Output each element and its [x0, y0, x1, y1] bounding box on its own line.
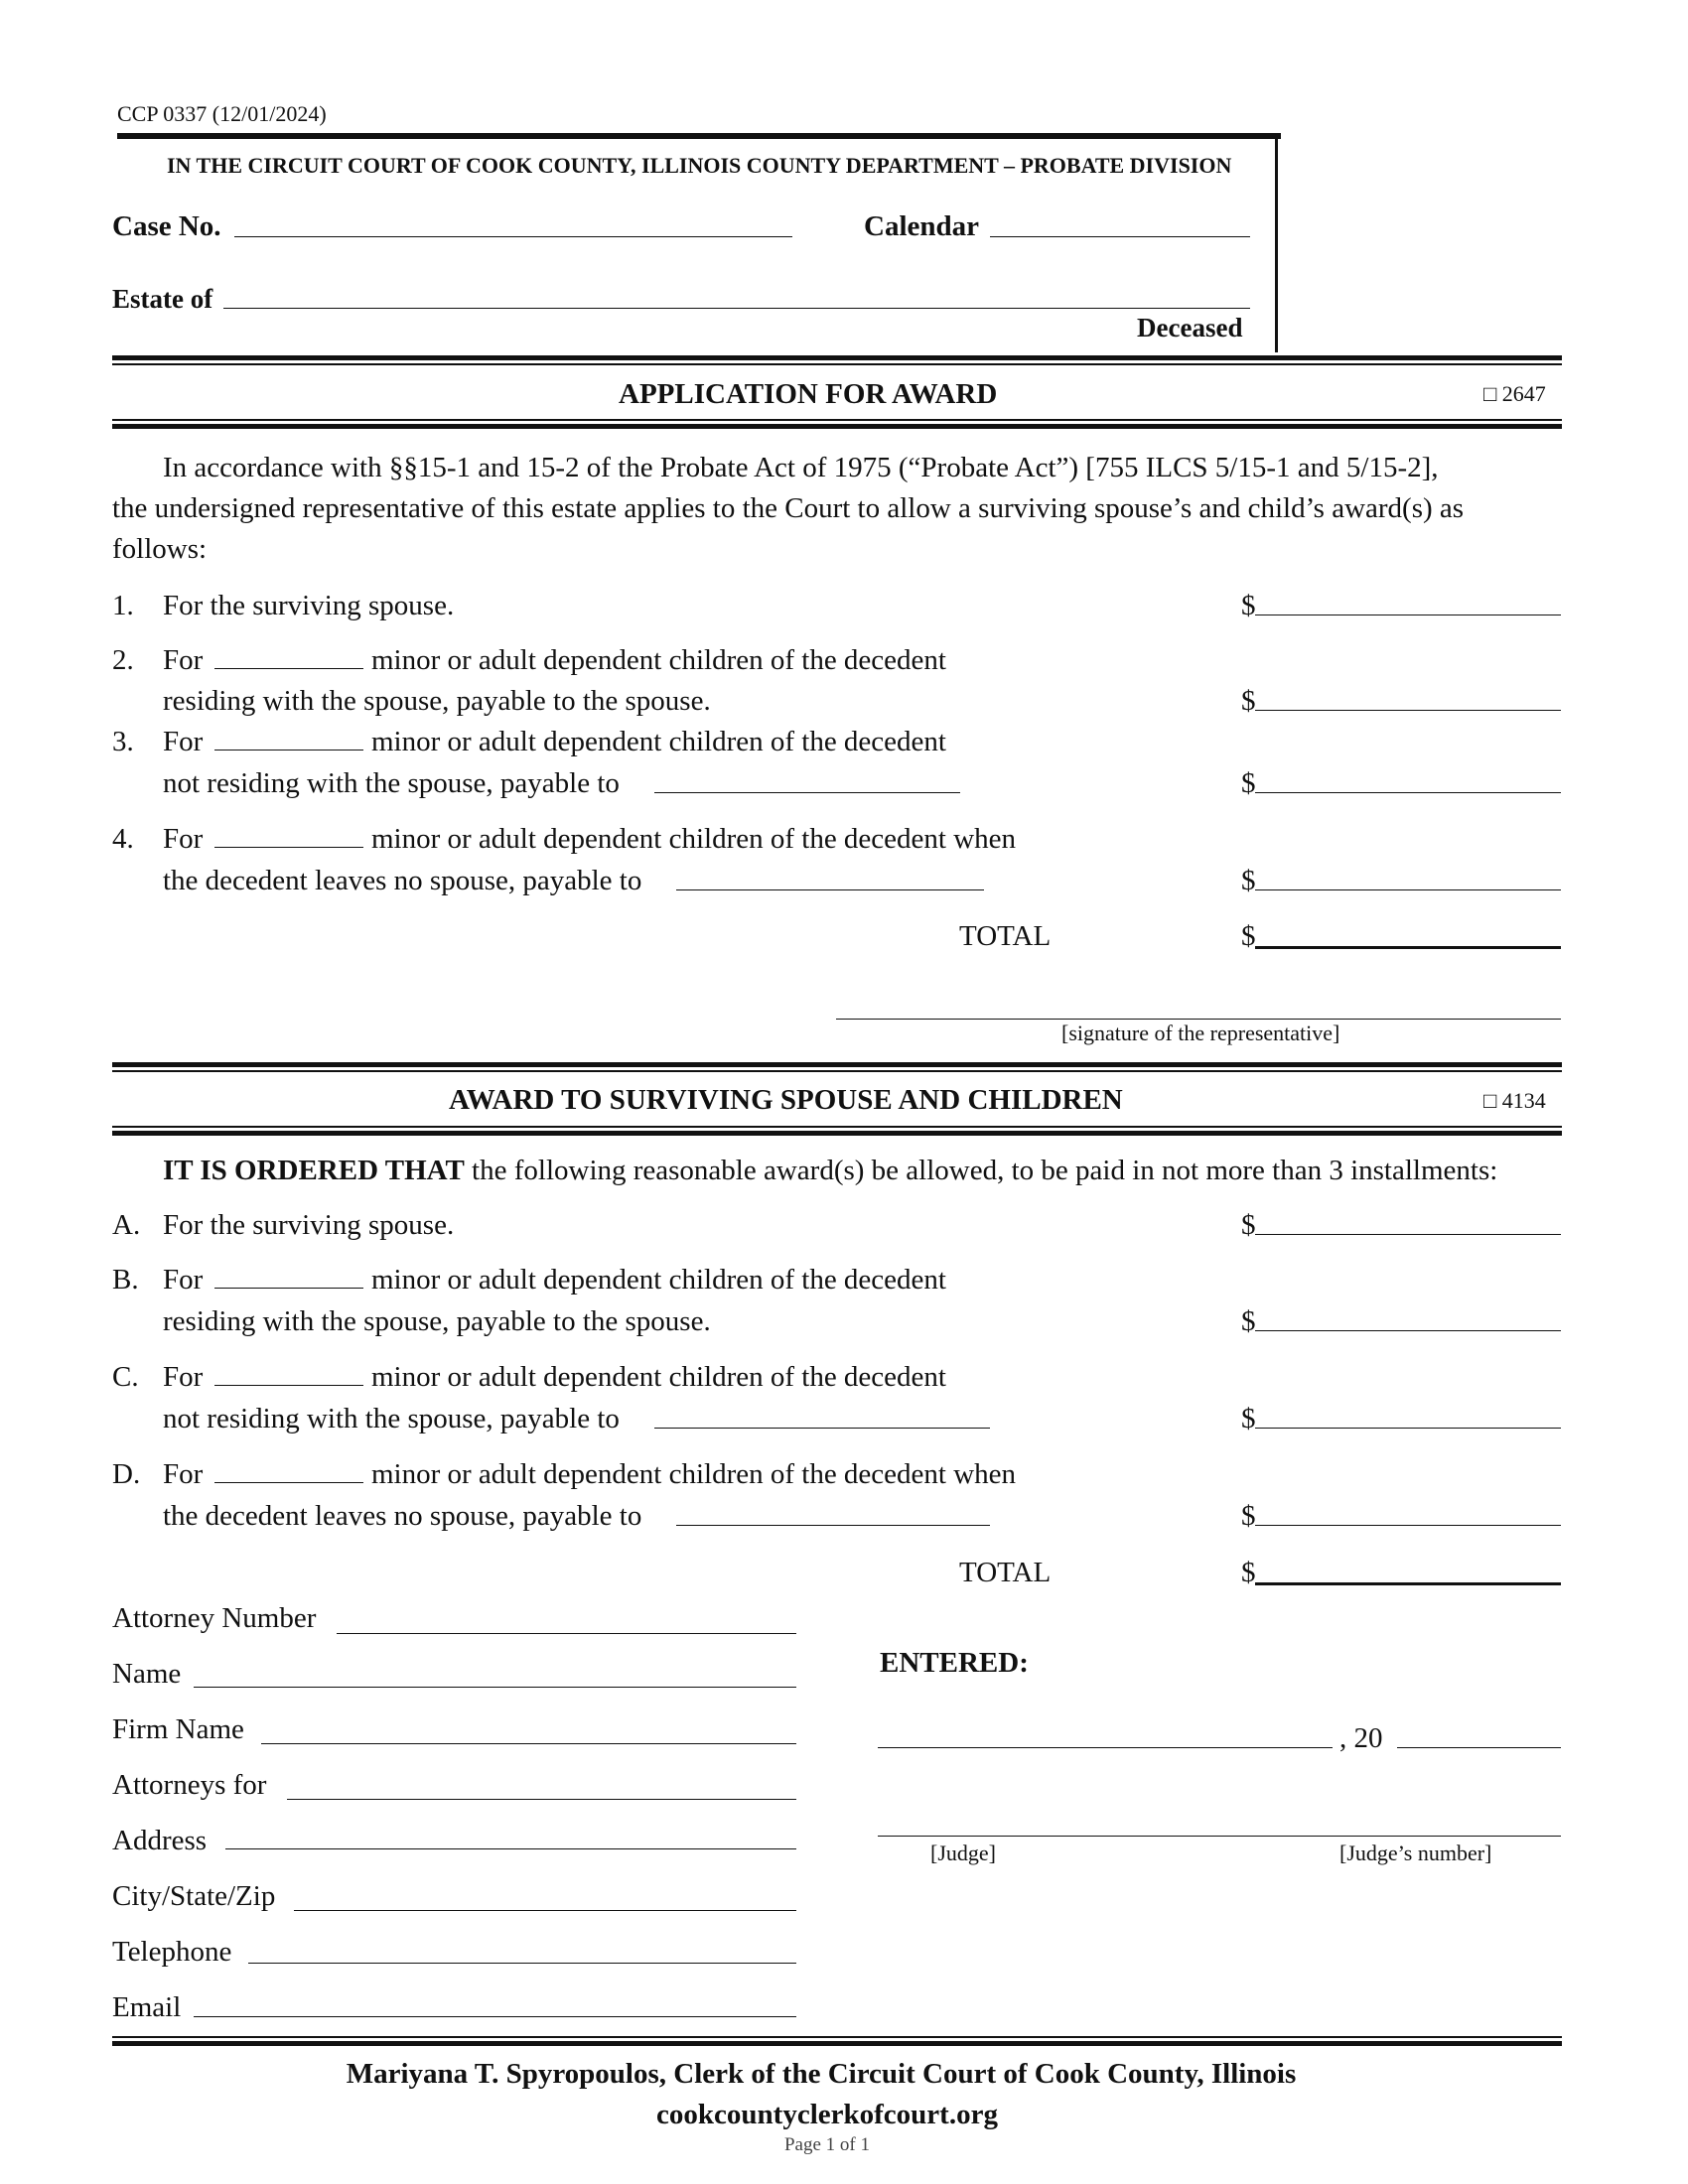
app-item-4-amount[interactable]	[1255, 889, 1561, 890]
award-total-label: TOTAL	[959, 1557, 1052, 1588]
award-title-rule-bottom-thick	[112, 1131, 1562, 1136]
award-item-d-amount[interactable]	[1255, 1525, 1561, 1526]
attorneys-for-field[interactable]	[287, 1799, 796, 1800]
app-item-1-dollar: $	[1241, 590, 1256, 621]
application-title: APPLICATION FOR AWARD	[619, 378, 998, 410]
entered-date-field[interactable]	[878, 1747, 1333, 1748]
form-code: CCP 0337 (12/01/2024)	[117, 101, 327, 126]
award-item-c-amount[interactable]	[1255, 1428, 1561, 1429]
app-code-checkbox[interactable]: □ 2647	[1483, 381, 1546, 406]
firm-name-field[interactable]	[261, 1743, 796, 1744]
award-item-b-dollar: $	[1241, 1305, 1256, 1337]
award-item-a-num: A.	[112, 1209, 141, 1241]
app-title-rule-bottom-thick	[112, 424, 1562, 429]
app-item-4-num: 4.	[112, 823, 134, 855]
award-item-a-dollar: $	[1241, 1209, 1256, 1241]
app-item-3-amount[interactable]	[1255, 792, 1561, 793]
app-item-3-num: 3.	[112, 726, 134, 757]
attorney-name-field[interactable]	[194, 1687, 796, 1688]
case-no-label: Case No.	[112, 210, 221, 242]
deceased-label: Deceased	[1137, 313, 1243, 342]
app-item-2-num: 2.	[112, 644, 134, 676]
award-code-checkbox[interactable]: □ 4134	[1483, 1088, 1546, 1113]
award-item-d-line2: the decedent leaves no spouse, payable to	[163, 1500, 642, 1532]
app-item-2-line2: residing with the spouse, payable to the spouse.	[163, 685, 711, 717]
footer-website[interactable]: cookcountyclerkofcourt.org	[656, 2099, 998, 2130]
award-item-a-text: For the surviving spouse.	[163, 1209, 455, 1241]
telephone-field[interactable]	[248, 1963, 796, 1964]
award-item-c-dollar: $	[1241, 1403, 1256, 1434]
app-item-2-line1: minor or adult dependent children of the decedent	[371, 644, 946, 676]
ordered-bold: IT IS ORDERED THAT	[163, 1155, 465, 1186]
award-item-b-line2: residing with the spouse, payable to the spouse.	[163, 1305, 711, 1337]
app-total-amount[interactable]	[1255, 946, 1561, 949]
footer-page-number: Page 1 of 1	[783, 2134, 870, 2155]
entered-year-field[interactable]	[1397, 1747, 1561, 1748]
award-item-c-num: C.	[112, 1361, 139, 1393]
award-item-c-count[interactable]	[214, 1385, 363, 1386]
representative-signature-line[interactable]	[836, 1019, 1561, 1020]
award-item-d-payee[interactable]	[676, 1525, 990, 1526]
award-title: AWARD TO SURVIVING SPOUSE AND CHILDREN	[449, 1084, 1123, 1116]
app-item-3-line1: minor or adult dependent children of the decedent	[371, 726, 946, 757]
award-total-amount[interactable]	[1255, 1582, 1561, 1585]
email-label: Email	[112, 1991, 182, 2023]
signature-label: [signature of the representative]	[1061, 1021, 1340, 1045]
award-item-c-line2: not residing with the spouse, payable to	[163, 1403, 620, 1434]
attorney-name-label: Name	[112, 1658, 182, 1690]
telephone-label: Telephone	[112, 1936, 232, 1968]
footer-rule-thick	[112, 2041, 1562, 2046]
app-item-2-dollar: $	[1241, 685, 1256, 717]
calendar-label: Calendar	[864, 210, 979, 242]
ordered-line	[163, 1157, 1497, 1185]
app-item-3-line2: not residing with the spouse, payable to	[163, 767, 620, 799]
award-item-b-amount[interactable]	[1255, 1330, 1561, 1331]
header-right-rule	[1275, 139, 1278, 352]
app-title-rule-top-thick	[112, 355, 1562, 360]
entered-label: ENTERED:	[880, 1647, 1029, 1679]
entered-year-prefix: , 20	[1339, 1722, 1383, 1754]
app-item-3-for: For	[163, 726, 204, 757]
app-item-4-payee[interactable]	[676, 889, 984, 890]
award-item-b-line1: minor or adult dependent children of the decedent	[371, 1264, 946, 1296]
intro-line-1: In accordance with §§15-1 and 15-2 of the Probate Act of 1975 (“Probate Act”) [755 ILCS 5/15-1 and 5/15-2],	[163, 452, 1439, 483]
case-no-field[interactable]	[234, 236, 792, 237]
app-title-rule-top-thin	[112, 363, 1562, 365]
email-field[interactable]	[194, 2016, 796, 2017]
judge-label: [Judge]	[930, 1841, 996, 1865]
app-title-rule-bottom-thin	[112, 419, 1562, 421]
intro-line-2: the undersigned representative of this estate applies to the Court to allow a surviving spouse’s and child’s award(s) as	[112, 492, 1465, 524]
judge-signature-line[interactable]	[878, 1836, 1561, 1837]
header-top-rule	[117, 133, 1281, 139]
award-item-b-count[interactable]	[214, 1288, 363, 1289]
address-field[interactable]	[225, 1848, 796, 1849]
award-item-c-line1: minor or adult dependent children of the decedent	[371, 1361, 946, 1393]
attorneys-for-label: Attorneys for	[112, 1769, 267, 1801]
estate-of-field[interactable]	[223, 308, 1250, 309]
judge-number-label: [Judge’s number]	[1339, 1841, 1492, 1865]
app-item-4-dollar: $	[1241, 865, 1256, 896]
award-title-rule-bottom-thin	[112, 1126, 1562, 1128]
city-state-zip-field[interactable]	[294, 1910, 796, 1911]
award-item-c-for: For	[163, 1361, 204, 1393]
attorney-number-field[interactable]	[337, 1633, 796, 1634]
firm-name-label: Firm Name	[112, 1713, 244, 1745]
app-total-label: TOTAL	[959, 920, 1052, 952]
award-item-b-for: For	[163, 1264, 204, 1296]
app-item-2-count[interactable]	[214, 668, 363, 669]
award-item-d-num: D.	[112, 1458, 141, 1490]
app-item-1-amount[interactable]	[1255, 614, 1561, 615]
app-item-3-payee[interactable]	[654, 792, 960, 793]
app-item-1-num: 1.	[112, 590, 134, 621]
award-total-dollar: $	[1241, 1557, 1256, 1588]
award-item-d-line1: minor or adult dependent children of the decedent when	[371, 1458, 1017, 1490]
footer-clerk: Mariyana T. Spyropoulos, Clerk of the Circuit Court of Cook County, Illinois	[346, 2058, 1297, 2090]
app-item-4-line1: minor or adult dependent children of the decedent when	[371, 823, 1017, 855]
award-item-c-payee[interactable]	[654, 1428, 990, 1429]
calendar-field[interactable]	[990, 236, 1250, 237]
app-item-1-text: For the surviving spouse.	[163, 590, 455, 621]
city-state-zip-label: City/State/Zip	[112, 1880, 276, 1912]
award-item-b-num: B.	[112, 1264, 139, 1296]
app-item-2-for: For	[163, 644, 204, 676]
app-item-3-dollar: $	[1241, 767, 1256, 799]
award-item-d-for: For	[163, 1458, 204, 1490]
court-heading: IN THE CIRCUIT COURT OF COOK COUNTY, ILLINOIS COUNTY DEPARTMENT – PROBATE DIVISION	[167, 153, 1232, 178]
award-item-a-amount[interactable]	[1255, 1234, 1561, 1235]
ordered-rest: the following reasonable award(s) be allowed, to be paid in not more than 3 installments:	[472, 1155, 1498, 1186]
award-title-rule-top-thin	[112, 1070, 1562, 1072]
footer-rule-thin	[112, 2036, 1562, 2038]
attorney-number-label: Attorney Number	[112, 1602, 317, 1634]
app-item-3-count[interactable]	[214, 750, 363, 751]
app-item-4-count[interactable]	[214, 847, 363, 848]
app-item-4-for: For	[163, 823, 204, 855]
award-title-rule-top-thick	[112, 1062, 1562, 1067]
award-item-d-count[interactable]	[214, 1482, 363, 1483]
app-total-dollar: $	[1241, 920, 1256, 952]
estate-of-label: Estate of	[112, 284, 213, 314]
intro-line-3: follows:	[112, 533, 208, 565]
address-label: Address	[112, 1825, 208, 1856]
app-item-4-line2: the decedent leaves no spouse, payable to	[163, 865, 642, 896]
app-item-2-amount[interactable]	[1255, 710, 1561, 711]
award-item-d-dollar: $	[1241, 1500, 1256, 1532]
